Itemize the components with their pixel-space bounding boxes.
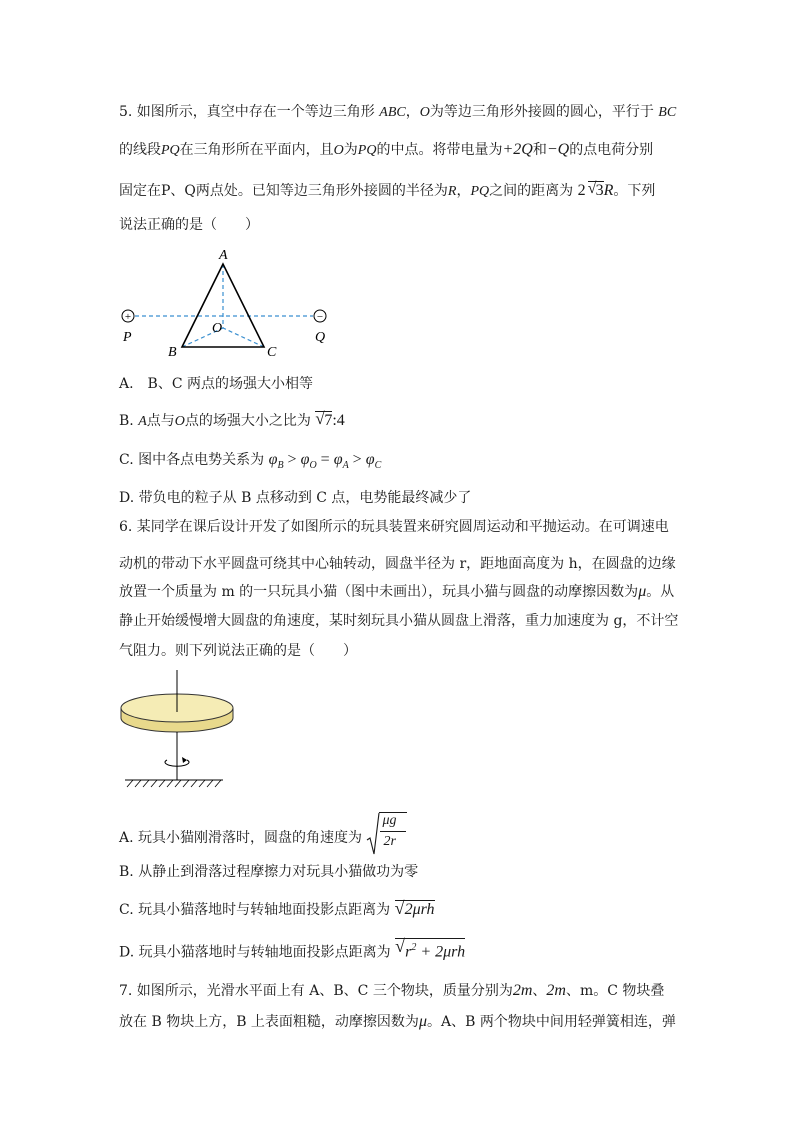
potential-relation: $\varphi_B > \varphi_O = \varphi_A > \varphi_C$ <box>268 451 382 472</box>
label-p: P <box>123 330 132 345</box>
q6-option-c: C. 玩具小猫落地时与转轴地面投影点距离为 √ 2μrh <box>119 898 435 918</box>
q5-stem-line-2: 的线段PQ在三角形所在平面内，且O为PQ的中点。将带电量为+2Q和−Q的点电荷分别 <box>119 141 654 158</box>
q5-stem-line-1: 5. 如图所示，真空中存在一个等边三角形 ABC，O为等边三角形外接圆的圆心，平行于 BC <box>119 104 677 120</box>
q5-option-d: D. 带负电的粒子从 B 点移动到 C 点，电势能最终减少了 <box>119 490 472 506</box>
q5-stem-line-3: 固定在P、Q两点处。已知等边三角形外接圆的半径为R，PQ之间的距离为 2 √ 3R。下列 <box>119 180 656 199</box>
svg-text:+: + <box>124 311 132 323</box>
q6-stem-line-1: 6. 某同学在课后设计开发了如图所示的玩具装置来研究圆周运动和平抛运动。在可调速电 <box>119 519 669 535</box>
sym-o: O <box>419 105 430 120</box>
triangle-abc <box>182 264 264 347</box>
q5-triangle-figure <box>115 244 340 364</box>
angular-velocity-expression: $\frac{\mu g}{2r}$ <box>366 816 408 856</box>
q7-stem-line-2: 放在 B 物块上方，B 上表面粗糙，动摩擦因数为μ。A、B 两个物块中间用轻弹簧相连，弹 <box>119 1013 676 1030</box>
ground-hatch <box>127 780 221 787</box>
q6-stem-line-4: 静止开始缓慢增大圆盘的角速度，某时刻玩具小猫从圆盘上滑落，重力加速度为 g，不计空 <box>119 613 679 629</box>
charge-plus2q: +2Q <box>502 141 533 158</box>
q6-disk-figure <box>115 668 250 793</box>
q6-option-d: D. 玩具小猫落地时与转轴地面投影点距离为 √ $r^2 + 2\mu rh$ <box>119 936 466 961</box>
q5-option-b: B. A点与O点的场强大小之比为 √ 7:4 <box>119 409 345 429</box>
ratio-expression: √ 7:4 <box>315 409 345 429</box>
mu-symbol: μ <box>638 583 647 600</box>
distance-c-expression: √ 2μrh <box>394 898 435 918</box>
q5-option-c: C. 图中各点电势关系为 $\varphi_B > \varphi_O = \varphi_A > \varphi_C$ <box>119 451 382 472</box>
q6-stem-line-3: 放置一个质量为 m 的一只玩具小猫（图中未画出），玩具小猫与圆盘的动摩擦因数为μ。从 <box>119 583 675 600</box>
sym-abc: ABC <box>379 105 406 120</box>
sym-bc: BC <box>658 105 677 120</box>
distance-d-expression: √ $r^2 + 2\mu rh$ <box>395 936 466 961</box>
q6-option-b: B. 从静止到滑落过程摩擦力对玩具小猫做功为零 <box>119 864 419 880</box>
co-dashed-line <box>223 328 264 347</box>
label-c: C <box>267 345 277 360</box>
distance-expression: 2 √ 3R <box>577 180 614 199</box>
svg-text:−: − <box>316 311 324 323</box>
q7-stem-line-1: 7. 如图所示，光滑水平面上有 A、B、C 三个物块，质量分别为2m、2m、m。C 物块叠 <box>119 982 665 999</box>
q6-stem-line-5: 气阻力。则下列说法正确的是（ ） <box>119 643 357 659</box>
q5-stem-line-4: 说法正确的是（ ） <box>119 217 259 233</box>
q5-option-a: A. B、C 两点的场强大小相等 <box>119 376 314 392</box>
charge-minusq: −Q <box>546 141 570 158</box>
label-b: B <box>168 345 177 360</box>
sym-pq: PQ <box>161 143 180 158</box>
q6-stem-line-2: 动机的带动下水平圆盘可绕其中心轴转动，圆盘半径为 r，距地面高度为 h，在圆盘的边缘 <box>119 556 676 572</box>
label-a: A <box>219 248 228 263</box>
label-q: Q <box>315 330 326 345</box>
label-o: O <box>212 321 223 336</box>
q6-option-a: A. 玩具小猫刚滑落时，圆盘的角速度为 $\frac{\mu g}{2r}$ <box>119 818 408 858</box>
